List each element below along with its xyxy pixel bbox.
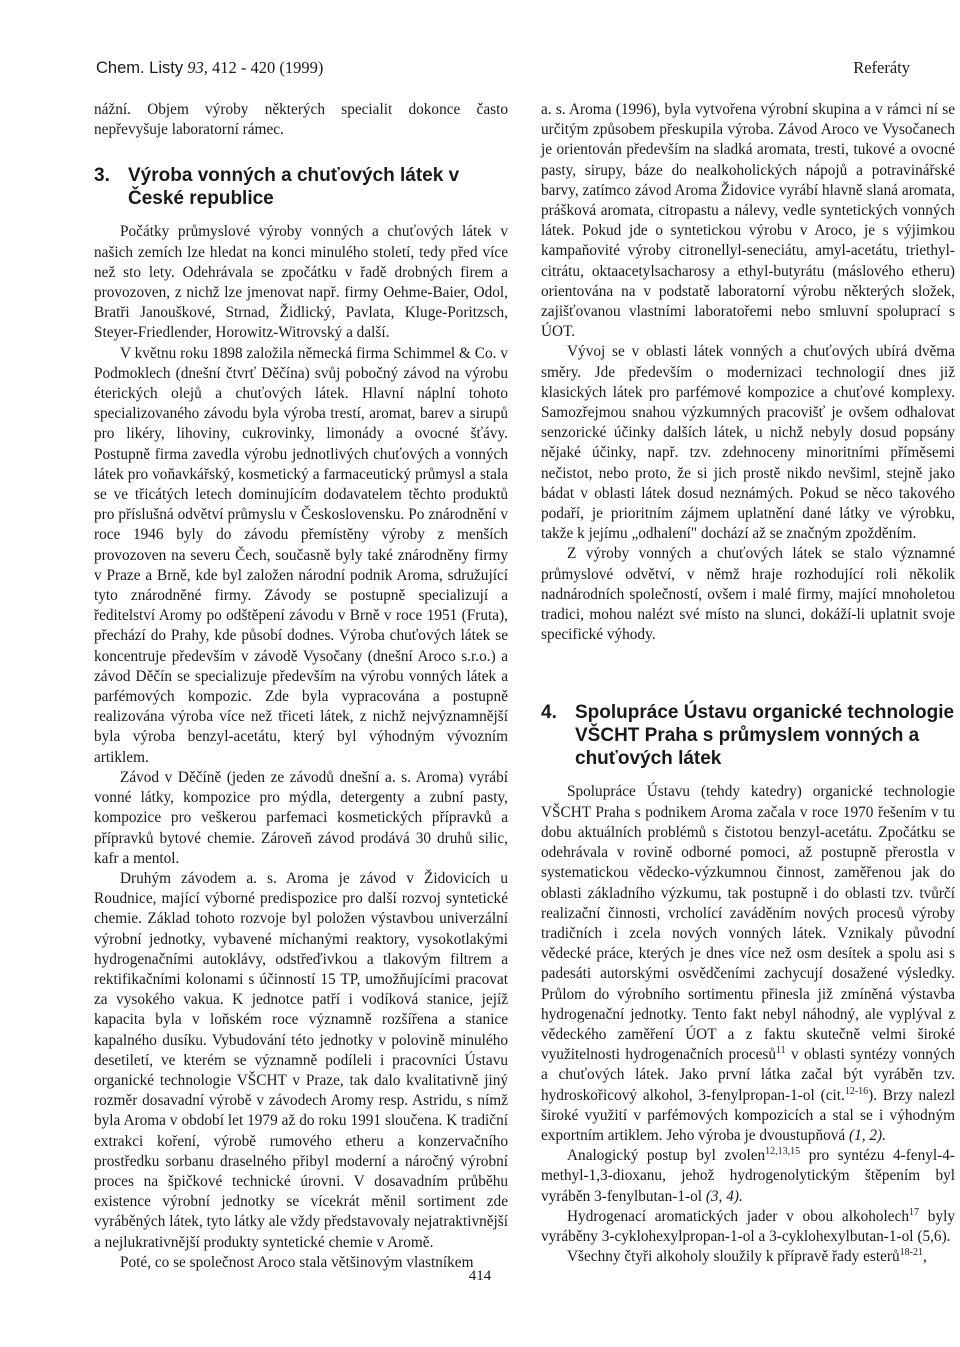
paragraph: a. s. Aroma (1996), byla vytvořena výrobní skupina a v rámci ní se určitým způsobem přeskupila výroba. Závod Aroco ve Vysočanech je orientován především na sladká aromata, tresti, tukové a ovocné pasty, sirupy, báze do nealkoholických nápojů a potravinářské barvy, zatímco závod Aroma Židovice vyrábí hlavně slaná aromata, prášková aromata, citropastu a nálevy, vedle syntetických vonných látek. Pokud jde o syntetickou výrobu v Aroco, je s výjimkou kampaňovité výroby citronellyl-seneciátu, amyl-acetátu, triethyl-citrátu, oktaacetylsacharosy a ethyl-butyrátu (máslového etheru) orientována na v podstatě laboratorní výrobu některých složek, zajišťovanou vlastními laboratořemi nebo smluvní spoluprací s ÚOT.	[541, 101, 955, 341]
paragraph: Počátky průmyslové výroby vonných a chuťových látek v našich zemích lze hledat na konci minulého století, tedy před více než sto lety. Odehrávala se zpočátku v řadě drobných firem a provozoven, z nichž lze jmenovat např. firmy Oehme-Baier, Odol, Bratři Janouškové, Strnad, Židlický, Pavlata, Kluge-Poritzsch, Steyer-Friedlender, Horowitz-Witrovský a další.	[94, 223, 508, 342]
text-run: ,	[922, 1248, 927, 1266]
section-label: Referáty	[853, 58, 910, 77]
paragraph: Druhým závodem a. s. Aroma je závod v Židovicích u Roudnice, mající výborné predispozice pro další rozvoj syntetické chemie. Základ tohoto rozvoje byl položen výstavbou univerzální výrobní jednotky, vybavené míchanými reaktory, vysokotlakými hydrogenačními autoklávy, odstřeďivkou a tlakovým filtrem a rektifikačními kolonami s účinností 15 TP, umožňujícími pracovat za vysokého vakua. K jednotce patří i vodíková stanice, jejíž kapacita byla v loňském roce významně rozšířena a stanice kapalného dusíku. Vybudování této jednotky v polovině minulého desetiletí, ve kterém se významně podíleli i pracovníci Ústavu organické technologie VŠCHT v Praze, tak dalo kvalitativně jiný rozměr dosavadní výrobě v závodech Aromy resp. Astridu, s nímž byla Aroma v období let 1979 až do roku 1991 sloučena. K tradiční extrakci koření, výrobě rumového etheru a konzervačního prostředku sorbanu draselného přibyl moderní a náročný výrobní proces na špičkové technické úrovni. V dosavadním průběhu existence výrobní jednotky se vícekrát měnil sortiment zde vyráběných látek, tyto látky ale vždy představovaly nejatraktivnější a nejlukrativnější produkty syntetické chemie v Aromě.	[94, 869, 508, 1251]
journal-name: Chem. Listy	[96, 59, 184, 77]
text-run: Hydrogenací aromatických jader v obou alkoholech	[567, 1207, 910, 1225]
section-title: Spolupráce Ústavu organické technologie VŠCHT Praha s průmyslem vonných a chuťových látek	[575, 702, 955, 770]
section-number: 4.	[541, 702, 557, 724]
paragraph: Závod v Děčíně (jeden ze závodů dnešní a. s. Aroma) vyrábí vonné látky, kompozice pro mýdla, detergenty a zubní pasty, kompozice pro veškerou parfemaci kosmetických přípravků a přípravků bytové chemie. Zároveň závod prodává 30 druhů silic, kafr a mentol.	[94, 768, 508, 867]
text-run: Spolupráce Ústavu (tehdy katedry) organické technologie VŠCHT Praha s podnikem Aroma začala v roce 1970 řešením v tu dobu aktuálních problémů s čistotou benzyl-acetátu. Zpočátku se odehrávala v rovině odborné pomoci, až postupně přerostla v systematickou vědecko-výzkumnou činnost, zaměřenou jak do oblasti základního výzkumu, tak postupně i do oblasti tzv. tvůrčí realizační činnosti, vrcholící zaváděním nových procesů výroby tradičních i zcela nových vonných látek. Vznikaly původní vědecké práce, kterých je dnes více než osm desítek a spolu asi s padesáti autorskými osvědčeními zachycují dosažené výsledky. Průlom do výrobního sortimentu přinesla již zmíněná výstavba hydrogenační jednotky. Tento fakt nebyl náhodný, ale vyplýval z vědeckého zaměření ÚOT a z faktu skutečně velmi široké využitelnosti hydrogenačních procesů	[541, 783, 955, 1064]
section-number: 3.	[94, 165, 110, 187]
left-column	[94, 100, 508, 1273]
text-run: pro syntézu 4-fenyl-4-methyl-1,3-dioxanu, jehož hydrogenolytickým štěpením byl vyráběn 3-fenylbutan-1-ol	[541, 1147, 955, 1205]
paragraph	[541, 1247, 955, 1267]
paragraph	[541, 1207, 955, 1247]
paragraph: Poté, co se společnost Aroco stala většinovým vlastníkem	[120, 1253, 474, 1271]
section-heading-3	[94, 164, 508, 210]
paragraph	[541, 1146, 955, 1207]
paragraph: Vývoj se v oblasti látek vonných a chuťových ubírá dvěma směry. Jde především o modernizaci technologií dnes již klasických látek pro parfémové kompozice a chuťové komplexy. Samozřejmou snahou výzkumných pracovišť je ovšem odhalovat senzorické účinky dalších látek, u nichž nebyly dosud popsány nějaké účinky, např. tzv. zdehnoceny minoritními příměsemi nečistot, nebo proto, že si jich prostě nikdo nevšiml, stejně jako bádat v oblasti látek dosud neznámých. Pokud se něco takového podaří, je prioritním zájmem uplatnění dané látky ve výrobku, takže k jejímu „odhalení" dochází až se značným zpožděním.	[541, 343, 955, 543]
text-run: Analogický postup byl zvolen	[567, 1147, 766, 1165]
citation-ref: 17	[909, 1206, 920, 1218]
citation-ref: 12-16	[844, 1085, 869, 1097]
text-run: ). Brzy nalezl široké využití v parfémových kompozicích a stal se i výhodným exportním artiklem. Jeho výroba je dvoustupňová	[541, 1086, 955, 1144]
compound-ref: (1, 2).	[849, 1126, 886, 1144]
citation-ref: 12,13,15	[765, 1146, 801, 1158]
journal-pages: 412 - 420 (1999)	[211, 58, 324, 77]
right-column	[541, 100, 955, 1267]
journal-volume: 93,	[187, 58, 208, 77]
compound-ref: (3, 4).	[705, 1187, 743, 1205]
paragraph	[541, 782, 955, 1146]
paragraph: nážní. Objem výroby některých specialit dokonce často nepřevyšuje laboratorní rámec.	[94, 101, 508, 139]
text-run: byly vyráběny 3-cyklohexylpropan-1-ol a 3-cyklohexylbutan-1-ol (5,6).	[541, 1207, 955, 1245]
journal-header	[96, 58, 323, 78]
citation-ref: 11	[776, 1045, 786, 1057]
section-heading-4	[541, 701, 955, 770]
citation-ref: 18-21	[899, 1247, 923, 1259]
paragraph: Z výroby vonných a chuťových látek se stalo významné průmyslové odvětví, v němž hraje rozhodující roli několik nadnárodních společností, ovšem i malé firmy, mající mnoholetou tradici, mohou nalézt své místo na slunci, dokáží-li uplatnit svoje specifické výhody.	[541, 545, 955, 644]
section-title: Výroba vonných a chuťových látek v České republice	[128, 165, 460, 210]
text-run: v oblasti syntézy vonných a chuťových látek. Jako první látka začal být vyráběn tzv. hydroskořicový alkohol, 3-fenylpropan-1-ol (cit.	[541, 1046, 955, 1104]
paragraph: V květnu roku 1898 založila německá firma Schimmel & Co. v Podmoklech (dnešní čtvrť Děčína) svůj pobočný závod na výrobu éterických olejů a chuťových látek. Hlavní náplní tohoto specializovaného závodu byla výroba trestí, aromat, barev a sirupů pro likéry, lihoviny, cukrovinky, limonády a ovocné šťávy. Postupně firma zavedla výrobu jednotlivých chuťových a vonných látek pro voňavkářský, kosmetický a farmaceutický průmysl a stala se ve třicátých letech dominujícím dodavatelem těchto produktů pro příslušná odvětví průmyslu v Československu. Po znárodnění v roce 1946 byly do závodu přemístěny výroby z menších provozoven na severu Čech, současně byly také znárodněny firmy v Praze a Brně, kde byl založen národní podnik Aroma, sdružující tyto znárodněné firmy. Závody se postupně specializují a ředitelství Aromy po odštěpení závodu v Brně v roce 1951 (Fruta), přechází do Prahy, kde působí dodnes. Výroba chuťových látek se koncentruje především v závodě Vysočany (dnešní Aroco s.r.o.) a závod Děčín se specializuje především na výrobu vonných látek a parfémových kompozic. Zde byla vypracována a postupně realizována výroba více než třiceti látek, z nichž nejvýznamnější byla výroba benzyl-acetátu, který byl výhodným vývozním artiklem.	[94, 344, 508, 766]
page-number: 414	[468, 1268, 492, 1284]
text-run: Všechny čtyři alkoholy sloužily k přípravě řady esterů	[567, 1248, 900, 1266]
